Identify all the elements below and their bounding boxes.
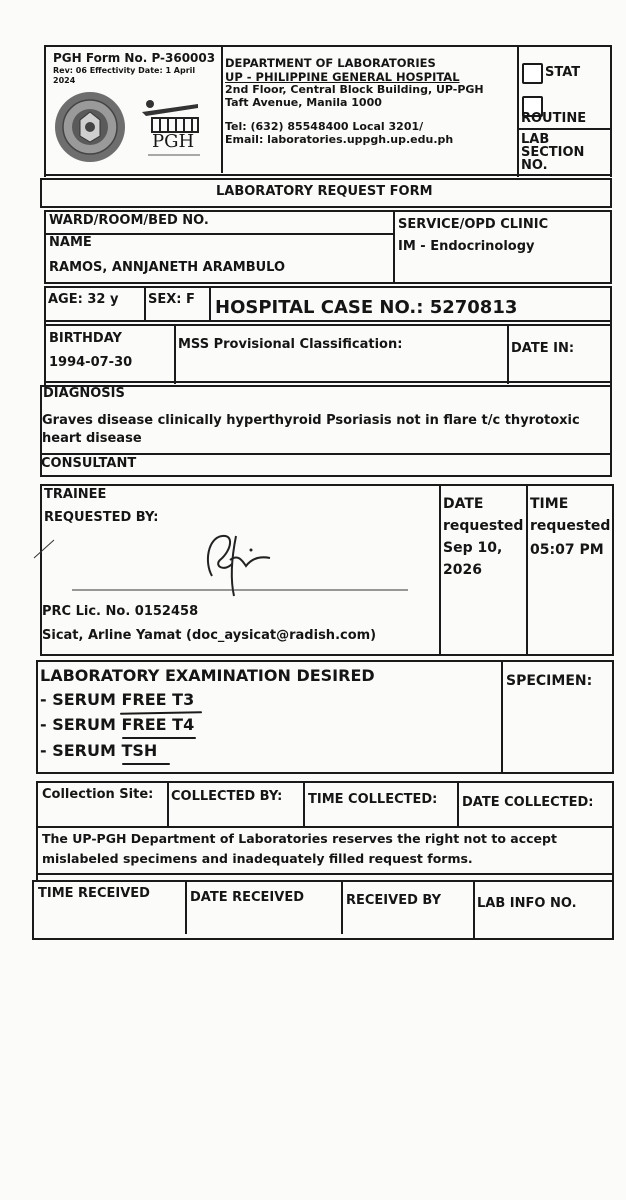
ward-room-bed-label: WARD/ROOM/BED NO. xyxy=(49,213,209,228)
disclaimer-line-1: The UP-PGH Department of Laboratories reserves the right not to accept xyxy=(42,831,557,846)
hospital-case-number: HOSPITAL CASE NO.: 5270813 xyxy=(215,297,518,318)
address-line-2: Taft Avenue, Manila 1000 xyxy=(225,96,382,109)
revision-year: 2024 xyxy=(53,76,76,85)
time-requested-label-2: requested xyxy=(530,518,611,534)
consultant-label: CONSULTANT xyxy=(41,456,137,471)
diagnosis-text-line-1: Graves disease clinically hyperthyroid Psoriasis not in flare t/c thyrotoxic xyxy=(42,413,580,428)
birthday-label: BIRTHDAY xyxy=(49,331,122,346)
time-requested-label-1: TIME xyxy=(530,496,569,512)
routine-label: ROUTINE xyxy=(521,111,587,126)
revision-line: Rev: 06 Effectivity Date: 1 April xyxy=(53,66,196,75)
address-line-1: 2nd Floor, Central Block Building, UP-PGH xyxy=(225,83,484,96)
handwritten-underline xyxy=(122,763,170,765)
date-requested-value-2: 2026 xyxy=(443,562,482,578)
time-received-label: TIME RECEIVED xyxy=(38,886,150,901)
date-in-label: DATE IN: xyxy=(511,341,575,356)
exam-item: - SERUM FREE T4 xyxy=(40,715,195,734)
name-label: NAME xyxy=(49,235,92,250)
date-requested-value-1: Sep 10, xyxy=(443,540,503,556)
lab-section-label-1: LAB xyxy=(521,132,550,147)
requester-name-email: Sicat, Arline Yamat (doc_aysicat@radish.com) xyxy=(42,628,377,643)
lab-info-number-label: LAB INFO NO. xyxy=(477,896,577,911)
service-clinic-label: SERVICE/OPD CLINIC xyxy=(398,217,549,232)
collection-site-label: Collection Site: xyxy=(42,787,154,802)
date-collected-label: DATE COLLECTED: xyxy=(462,795,594,810)
age-field: AGE: 32 y xyxy=(48,292,119,307)
lab-section-label-2: SECTION xyxy=(521,145,585,160)
hospital-name: UP - PHILIPPINE GENERAL HOSPITAL xyxy=(225,70,460,84)
stat-checkbox[interactable] xyxy=(522,63,543,84)
stat-label: STAT xyxy=(545,65,581,80)
date-requested-label-1: DATE xyxy=(443,496,484,512)
email: Email: laboratories.uppgh.up.edu.ph xyxy=(225,133,454,146)
disclaimer-line-2: mislabeled specimens and inadequately filled request forms. xyxy=(42,851,473,866)
prc-license-number: PRC Lic. No. 0152458 xyxy=(42,604,199,619)
received-by-label: RECEIVED BY xyxy=(346,893,442,908)
date-received-label: DATE RECEIVED xyxy=(190,890,304,905)
collected-by-label: COLLECTED BY: xyxy=(171,789,283,804)
requester-signature xyxy=(24,520,414,600)
telephone: Tel: (632) 85548400 Local 3201/ xyxy=(225,120,424,133)
lab-section-label-3: NO. xyxy=(521,158,548,173)
patient-name: RAMOS, ANNJANETH ARAMBULO xyxy=(49,260,286,275)
pgh-logo-text: PGH xyxy=(152,131,195,152)
mss-classification-label: MSS Provisional Classification: xyxy=(178,337,403,352)
department-name: DEPARTMENT OF LABORATORIES xyxy=(225,56,436,70)
time-collected-label: TIME COLLECTED: xyxy=(308,792,438,807)
diagnosis-text-line-2: heart disease xyxy=(42,431,142,446)
exam-item: - SERUM FREE T3 xyxy=(40,690,195,709)
specimen-label: SPECIMEN: xyxy=(506,673,593,689)
form-title: LABORATORY REQUEST FORM xyxy=(216,184,433,199)
exam-section-title: LABORATORY EXAMINATION DESIRED xyxy=(40,666,375,685)
exam-item: - SERUM TSH xyxy=(40,741,158,760)
date-requested-label-2: requested xyxy=(443,518,524,534)
trainee-label: TRAINEE xyxy=(44,487,107,502)
service-clinic-value: IM - Endocrinology xyxy=(398,239,535,254)
requested-by-label: REQUESTED BY: xyxy=(44,510,159,525)
birthday-value: 1994-07-30 xyxy=(49,355,133,370)
sex-field: SEX: F xyxy=(148,292,195,307)
up-seal-logo xyxy=(53,90,127,164)
form-number: PGH Form No. P-360003 xyxy=(53,51,216,65)
time-requested-value: 05:07 PM xyxy=(530,542,604,558)
handwritten-underline xyxy=(122,737,196,739)
diagnosis-label: DIAGNOSIS xyxy=(43,386,125,401)
